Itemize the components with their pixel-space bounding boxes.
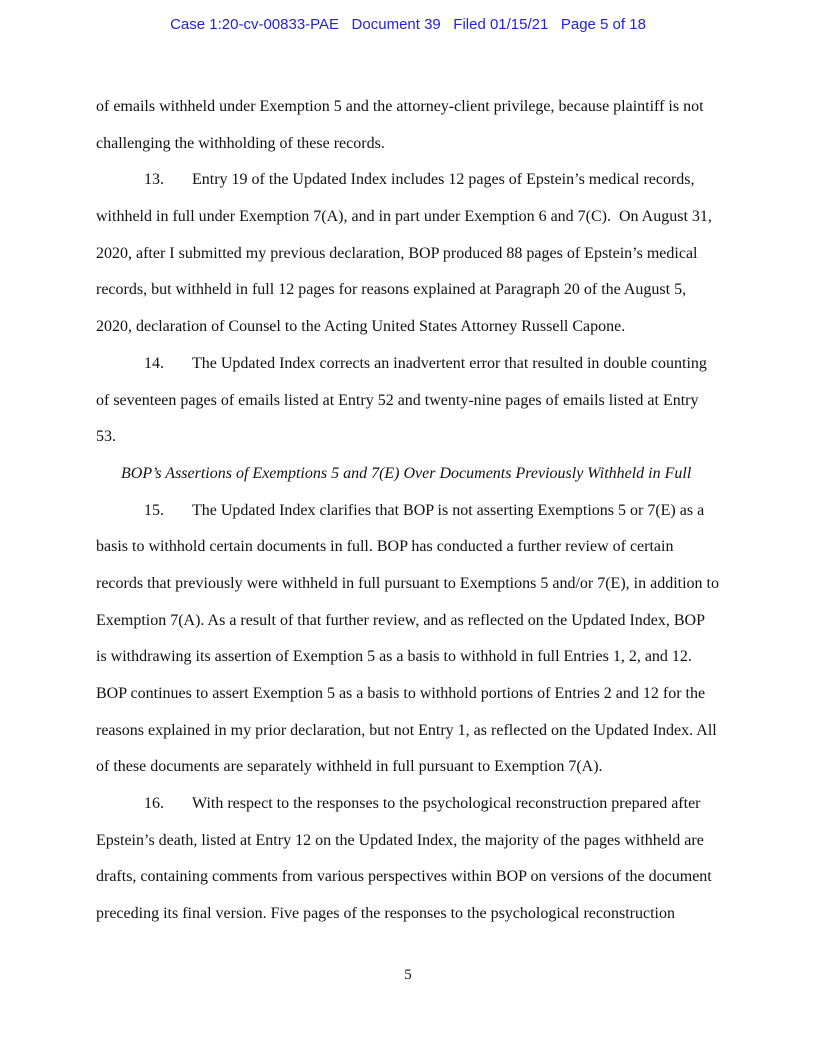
- paragraph-first-line-text: Entry 19 of the Updated Index includes 12 pages of Epstein’s medical records,: [192, 171, 695, 189]
- text-line: [96, 786, 720, 823]
- text-line: 2020, declaration of Counsel to the Acting United States Attorney Russell Capone.: [96, 318, 626, 336]
- ecf-header-stamp: Case 1:20-cv-00833-PAE Document 39 Filed 01/15/21 Page 5 of 18: [170, 16, 646, 33]
- text-line: 53.: [96, 428, 116, 446]
- text-line: [96, 493, 720, 530]
- text-line: drafts, containing comments from various perspectives within BOP on versions of the document: [96, 868, 712, 886]
- document-body: [96, 89, 720, 933]
- paragraph-first-line-text: The Updated Index clarifies that BOP is not asserting Exemptions 5 or 7(E) as a: [192, 501, 705, 519]
- text-line: withheld in full under Exemption 7(A), and in part under Exemption 6 and 7(C). On August 31,: [96, 208, 712, 226]
- text-line: Exemption 7(A). As a result of that further review, and as reflected on the Updated Index, BOP: [96, 611, 705, 629]
- text-line: of emails withheld under Exemption 5 and the attorney-client privilege, because plaintiff is not: [96, 98, 704, 115]
- paragraph-number: 13.: [144, 171, 164, 189]
- text-line: of these documents are separately withheld in full pursuant to Exemption 7(A).: [96, 758, 603, 776]
- text-line: is withdrawing its assertion of Exemption 5 as a basis to withhold in full Entries 1, 2, and 12.: [96, 648, 692, 666]
- text-line: BOP continues to assert Exemption 5 as a basis to withhold portions of Entries 2 and 12 for the: [96, 685, 706, 702]
- text-line: [96, 162, 720, 199]
- text-line: of seventeen pages of emails listed at Entry 52 and twenty-nine pages of emails listed at Entry: [96, 391, 699, 409]
- paragraph-number: 16.: [144, 795, 164, 813]
- text-line: [96, 346, 720, 383]
- section-heading: BOP’s Assertions of Exemptions 5 and 7(E) Over Documents Previously Withheld in Full: [121, 464, 692, 482]
- text-line: records that previously were withheld in full pursuant to Exemptions 5 and/or 7(E), in addition to: [96, 574, 719, 592]
- paragraph-first-line-text: With respect to the responses to the psychological reconstruction prepared after: [192, 795, 701, 813]
- text-line: preceding its final version. Five pages of the responses to the psychological reconstruction: [96, 905, 675, 923]
- paragraph-first-line-text: The Updated Index corrects an inadvertent error that resulted in double counting: [192, 354, 707, 372]
- paragraph-number: 15.: [144, 501, 164, 519]
- text-line: reasons explained in my prior declaration, but not Entry 1, as reflected on the Updated Index. All: [96, 721, 717, 739]
- text-line: basis to withhold certain documents in full. BOP has conducted a further review of certain: [96, 538, 674, 556]
- paragraph-number: 14.: [144, 354, 164, 372]
- text-line: records, but withheld in full 12 pages for reasons explained at Paragraph 20 of the August 5,: [96, 281, 687, 299]
- text-line: challenging the withholding of these records.: [96, 134, 385, 152]
- page-number: 5: [404, 967, 412, 983]
- text-line: 2020, after I submitted my previous declaration, BOP produced 88 pages of Epstein’s medical: [96, 244, 698, 262]
- text-line: Epstein’s death, listed at Entry 12 on the Updated Index, the majority of the pages withheld are: [96, 831, 704, 849]
